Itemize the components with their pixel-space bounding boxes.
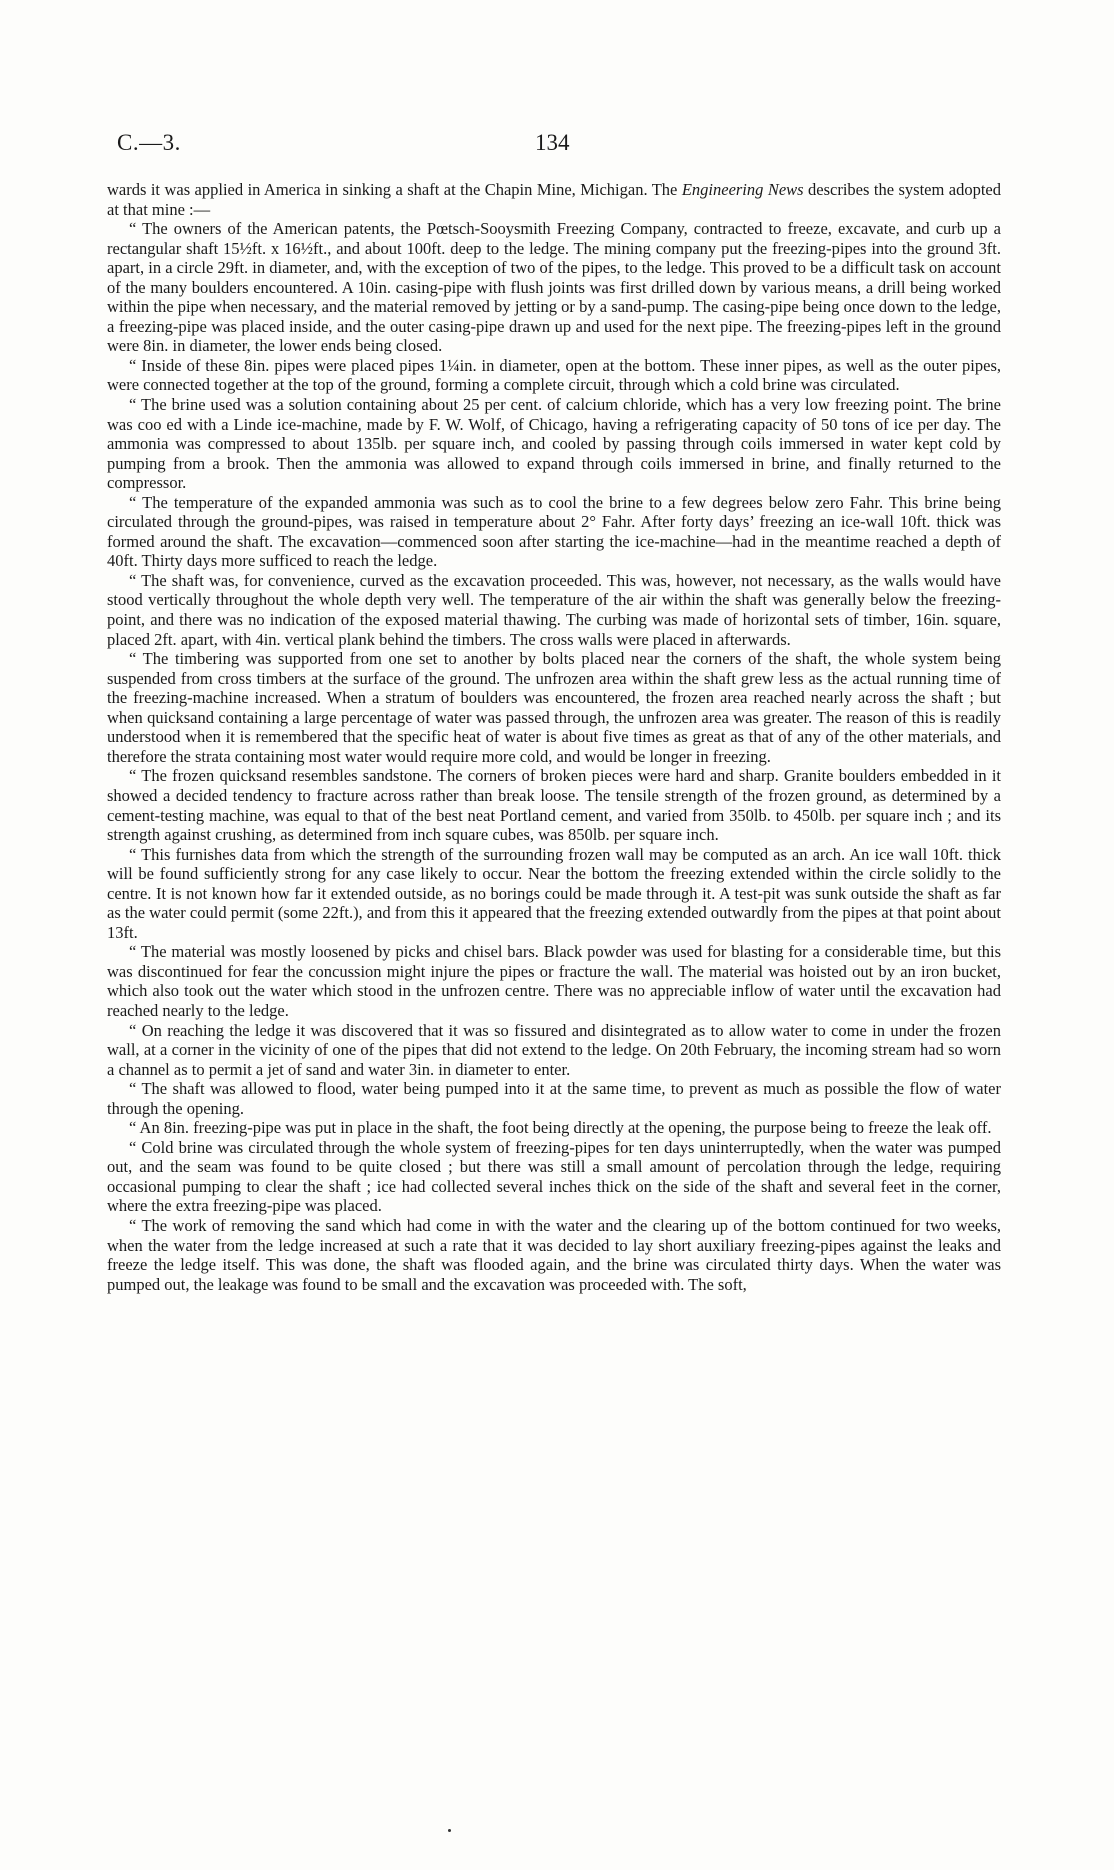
print-speck: [448, 1829, 451, 1832]
quoted-paragraph-1: “ The owners of the American patents, the Pœtsch-Sooysmith Freezing Company, contracted to freeze, excavate, and curb up a rectangular shaft 15½ft. x 16½ft., and about 100ft. deep to the ledge. The mining company put the freezing-pipes into the ground 3ft. apart, in a circle 29ft. in diameter, and, with the exception of two of the pipes, to the ledge. This proved to be a difficult task on account of the many boulders encountered. A 10in. casing-pipe with flush joints was first drilled down by various means, a drill being worked within the pipe when necessary, and the material removed by jetting or by a sand-pump. The casing-pipe being once down to the ledge, a freezing-pipe was placed inside, and the outer casing-pipe drawn up and used for the next pipe. The freezing-pipes left in the ground were 8in. in diameter, the lower ends being closed.: [107, 219, 1001, 356]
quoted-paragraph-12: “ An 8in. freezing-pipe was put in place in the shaft, the foot being directly at the opening, the purpose being to freeze the leak off.: [129, 1118, 992, 1138]
page-number: 134: [535, 130, 570, 155]
quoted-paragraph-9: “ The material was mostly loosened by picks and chisel bars. Black powder was used for blasting for a considerable time, but this was discontinued for fear the concussion might injure the pipes or fracture the wall. The material was hoisted out by an iron bucket, which also took out the water which stood in the unfrozen centre. There was no appreciable inflow of water until the excavation had reached nearly to the ledge.: [107, 942, 1001, 1020]
source-title: Engineering News: [681, 180, 804, 199]
quoted-paragraph-10: “ On reaching the ledge it was discovered that it was so fissured and disintegrated as to allow water to come in under the frozen wall, at a corner in the vicinity of one of the pipes that did not extend to the ledge. On 20th February, the incoming stream had so worn a channel as to permit a jet of sand and water 3in. in diameter to enter.: [107, 1020, 1001, 1079]
quoted-paragraph-13: “ Cold brine was circulated through the whole system of freezing-pipes for ten days uninterruptedly, when the water was pumped out, and the seam was found to be quite closed ; but there was still a small amount of percolation through the ledge, requiring occasional pumping to clear the shaft ; ice had collected several inches thick on the side of the shaft and several feet in the corner, where the extra freezing-pipe was placed.: [107, 1137, 1001, 1216]
quoted-paragraph-6: “ The timbering was supported from one set to another by bolts placed near the corners of the shaft, the whole system being suspended from cross timbers at the surface of the ground. The unfrozen area within the shaft grew less as the actual running time of the freezing-machine increased. When a stratum of boulders was encountered, the frozen area reached nearly across the shaft ; but when quicksand containing a large percentage of water was passed through, the unfrozen area was greater. The reason of this is readily understood when it is remembered that the specific heat of water is about five times as great as that of any of the other materials, and therefore the strata containing most water would require more cold, and would be longer in freezing.: [107, 649, 1001, 766]
document-reference: C.—3.: [117, 130, 181, 155]
quoted-paragraph-2: “ Inside of these 8in. pipes were placed pipes 1¼in. in diameter, open at the bottom. These inner pipes, as well as the outer pipes, were connected together at the top of the ground, forming a complete circuit, through which a cold brine was circulated.: [107, 355, 1001, 395]
quoted-paragraph-3: “ The brine used was a solution containing about 25 per cent. of calcium chloride, which has a very low freezing point. The brine was coo ed with a Linde ice-machine, made by F. W. Wolf, of Chicago, having a refrigerating capacity of 50 tons of ice per day. The ammonia was compressed to about 135lb. per square inch, and cooled by passing through coils immersed in water kept cold by pumping from a brook. Then the ammonia was allowed to expand through coils immersed in brine, and finally returned to the compressor.: [107, 395, 1001, 493]
page-header: [117, 130, 977, 160]
intro-paragraph: [107, 180, 1001, 219]
quoted-paragraph-8: “ This furnishes data from which the strength of the surrounding frozen wall may be computed as an arch. An ice wall 10ft. thick will be found sufficiently strong for any case likely to occur. Near the bottom the freezing extended within the circle solidly to the centre. It is not known how far it extended outside, as no borings could be made through it. A test-pit was sunk outside the shaft as far as the water could permit (some 22ft.), and from this it appeared that the freezing extended outwardly from the pipes at that point about 13ft.: [107, 844, 1001, 942]
body-text: [107, 180, 1001, 1294]
quoted-paragraph-11: “ The shaft was allowed to flood, water being pumped into it at the same time, to prevent as much as possible the flow of water through the opening.: [107, 1079, 1001, 1118]
intro-text-start: wards it was applied in America in sinking a shaft at the Chapin Mine, Michigan. The: [107, 180, 682, 199]
quoted-paragraph-7: “ The frozen quicksand resembles sandstone. The corners of broken pieces were hard and sharp. Granite boulders embedded in it showed a decided tendency to fracture across rather than break loose. The tensile strength of the frozen ground, as determined by a cement-testing machine, was equal to that of the best neat Portland cement, and varied from 350lb. to 450lb. per square inch ; and its strength against crushing, as determined from inch square cubes, was 850lb. per square inch.: [107, 766, 1001, 845]
quoted-paragraph-14: “ The work of removing the sand which had come in with the water and the clearing up of the bottom continued for two weeks, when the water from the ledge increased at such a rate that it was decided to lay short auxiliary freezing-pipes against the leaks and freeze the ledge itself. This was done, the shaft was flooded again, and the brine was circulated thirty days. When the water was pumped out, the leakage was found to be small and the excavation was proceeded with. The soft,: [107, 1215, 1001, 1294]
quoted-paragraph-5: “ The shaft was, for convenience, curved as the excavation proceeded. This was, however, not necessary, as the walls would have stood vertically throughout the whole depth very well. The temperature of the air within the shaft was generally below the freezing-point, and there was no indication of the exposed material thawing. The curbing was made of horizontal sets of timber, 16in. square, placed 2ft. apart, with 4in. vertical plank behind the timbers. The cross walls were placed in afterwards.: [107, 570, 1001, 649]
quoted-paragraph-4: “ The temperature of the expanded ammonia was such as to cool the brine to a few degrees below zero Fahr. This brine being circulated through the ground-pipes, was raised in temperature about 2° Fahr. After forty days’ freezing an ice-wall 10ft. thick was formed around the shaft. The excavation—commenced soon after starting the ice-machine—had in the meantime reached a depth of 40ft. Thirty days more sufficed to reach the ledge.: [107, 492, 1001, 571]
intro-text-end: describes the system adopted at that mine :—: [107, 180, 1001, 219]
